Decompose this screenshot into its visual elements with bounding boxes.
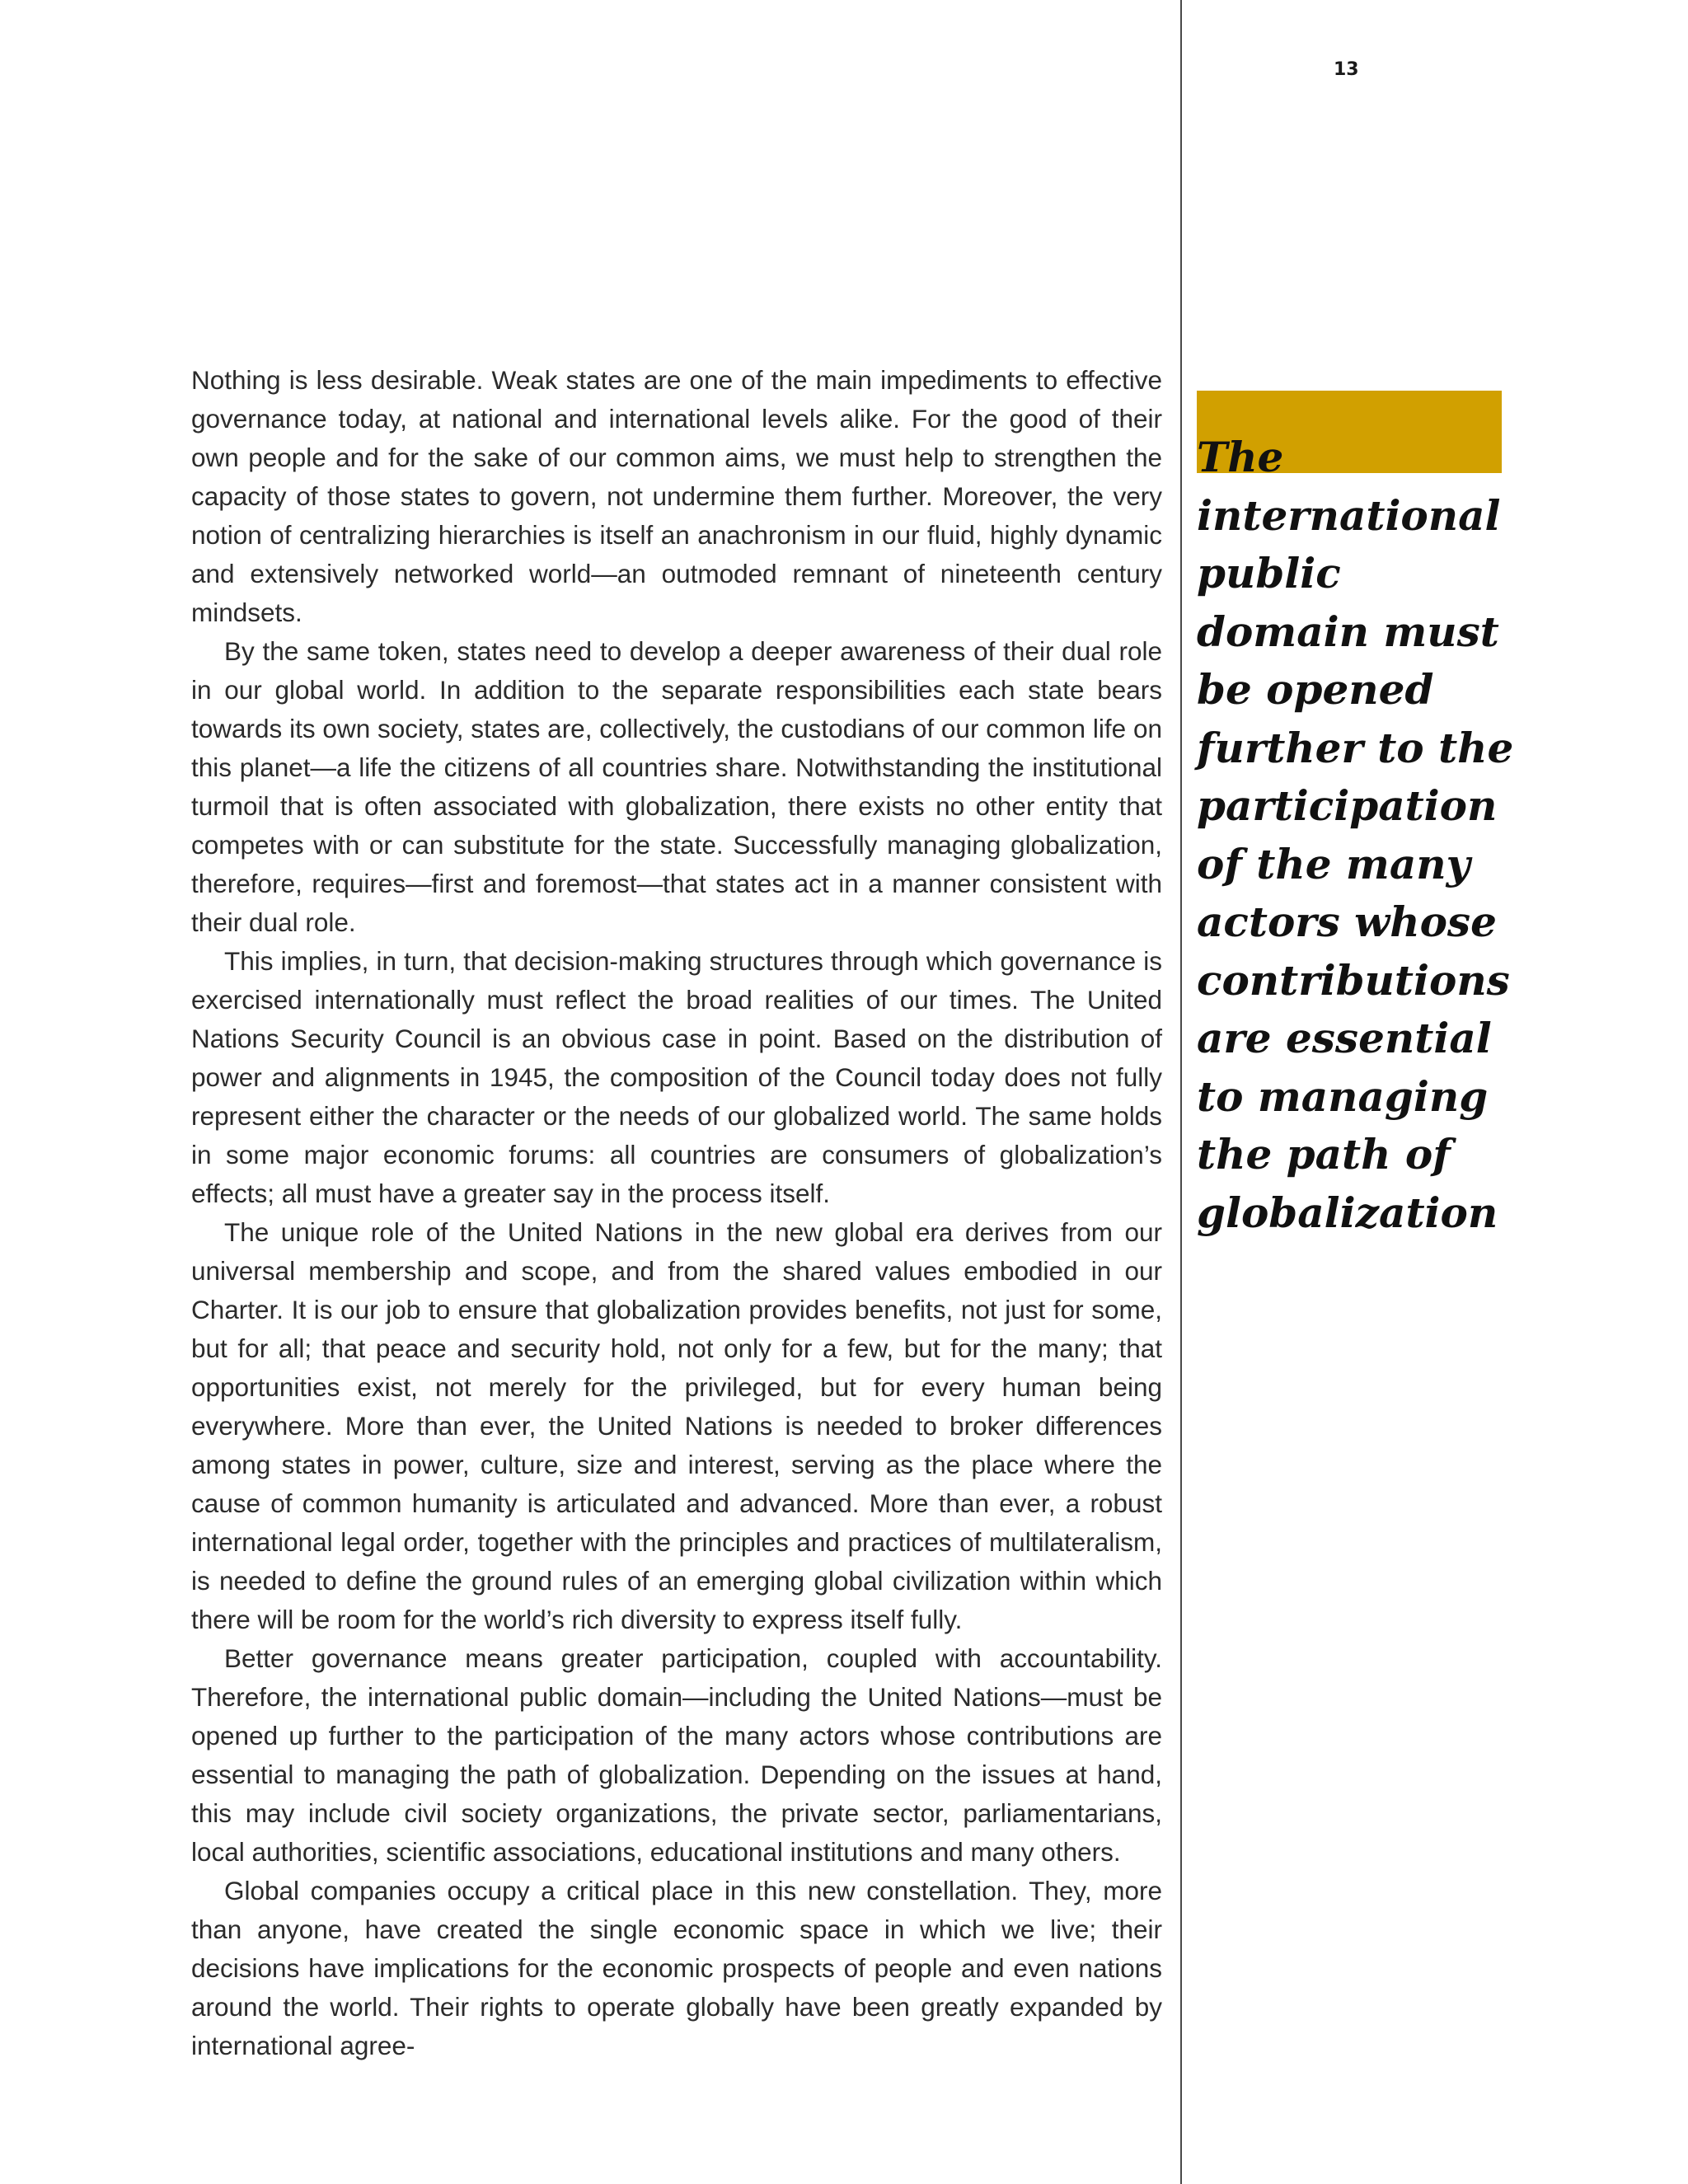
page-number: 13 xyxy=(1334,59,1359,80)
body-text-column xyxy=(191,361,1162,2065)
column-divider xyxy=(1180,0,1182,2184)
body-paragraph: Global companies occupy a critical place in this new constellation. They, more than anyone, have created the single economic space in which we live; their decisions have implications for the economic prospects of people and even nations around the world. Their rights to operate globally have been greatly expanded by international agree- xyxy=(191,1876,1162,2060)
body-paragraph: The unique role of the United Nations in the new global era derives from our universal membership and scope, and from the shared values embodied in our Charter. It is our job to ensure that globalization provides benefits, not just for some, but for all; that peace and security hold, not only for a few, but for the many; that opportunities exist, not merely for the privileged, but for every human being everywhere. More than ever, the United Nations is needed to broker differences among states in power, culture, size and interest, serving as the place where the cause of common humanity is articulated and advanced. More than ever, a robust international legal order, together with the principles and practices of multilateralism, is needed to define the ground rules of an emerging global civilization within which there will be room for the world’s rich diversity to express itself fully. xyxy=(191,1217,1162,1634)
body-paragraph: Nothing is less desirable. Weak states are one of the main impediments to effective governance today, at national and international levels alike. For the good of their own people and for the sake of our common aims, we must help to strengthen the capacity of those states to govern, not undermine them further. Moreover, the very notion of centralizing hierarchies is itself an anachronism in our fluid, highly dynamic and extensively networked world—an outmoded remnant of nineteenth century mindsets. xyxy=(191,365,1162,627)
body-paragraph: By the same token, states need to develop a deeper awareness of their dual role in our global world. In addition to the separate responsibilities each state bears towards its own society, states are, collectively, the custodians of our common life on this planet—a life the citizens of all countries share. Notwithstanding the institutional turmoil that is often associated with globalization, there exists no other entity that competes with or can substitute for the state. Successfully managing globalization, therefore, requires—first and foremost—that states act in a manner consistent with their dual role. xyxy=(191,636,1162,937)
body-paragraph: Better governance means greater participation, coupled with accountability. Therefore, the international public domain—including the United Nations—must be opened up further to the participation of the many actors whose contributions are essential to managing the path of globalization. Depending on the issues at hand, this may include civil society organizations, the private sector, parliamentarians, local authorities, scientific associations, educational institutions and many others. xyxy=(191,1643,1162,1867)
pull-quote: The international public domain must be opened further to the participation of the many actors whose contributions are essential to managing the path of globalization xyxy=(1197,433,1514,1237)
body-paragraph: This implies, in turn, that decision-making structures through which governance is exercised internationally must reflect the broad realities of our times. The United Nations Security Council is an obvious case in point. Based on the distribution of power and alignments in 1945, the composition of the Council today does not fully represent either the character or the needs of our globalized world. The same holds in some major economic forums: all countries are consumers of globalization’s effects; all must have a greater say in the process itself. xyxy=(191,946,1162,1208)
